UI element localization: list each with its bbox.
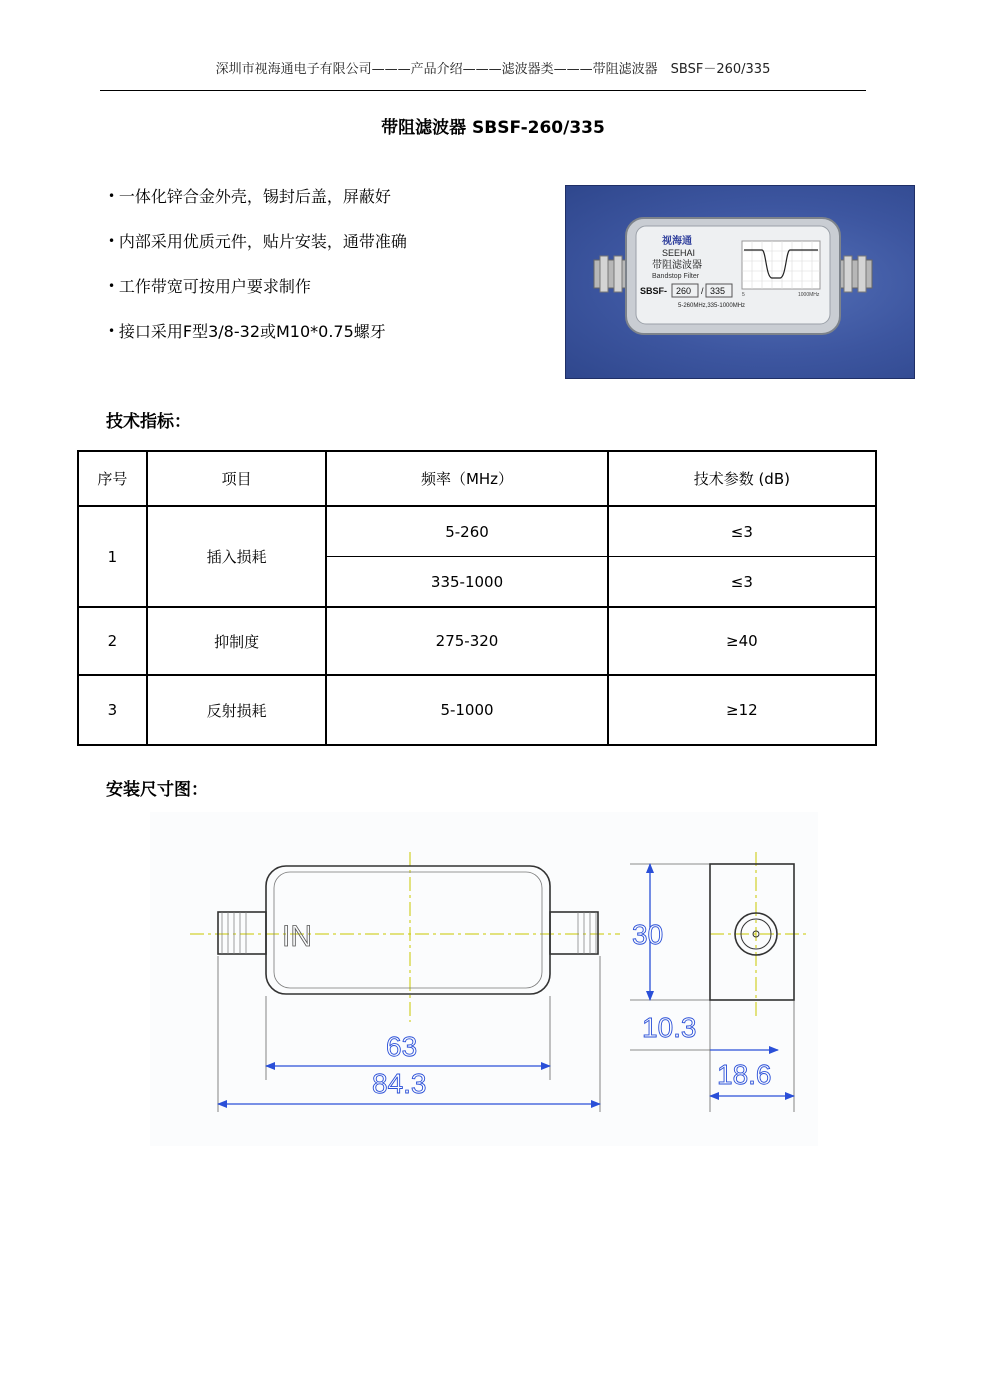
drawing-section-title: 安装尺寸图： <box>106 780 208 800</box>
model-b: 335 <box>710 286 726 296</box>
cell-no: 1 <box>78 506 147 607</box>
cell-item: 抑制度 <box>147 607 327 675</box>
front-view <box>218 866 598 994</box>
port-label: IN <box>282 920 312 953</box>
cell-parameter: ≥40 <box>608 607 876 675</box>
feature-list <box>108 182 407 362</box>
graph-x-end: 1000MHz <box>798 292 820 298</box>
table-header-row <box>78 451 876 506</box>
feature-item: • 内部采用优质元件，贴片安装，通带准确 <box>108 227 407 272</box>
feature-item: • 一体化锌合金外壳，锡封后盖，屏蔽好 <box>108 182 407 227</box>
cell-no: 3 <box>78 675 147 745</box>
dimension-drawing-svg <box>150 812 818 1146</box>
dim-total-length: 84.3 <box>372 1068 427 1099</box>
feature-item: • 接口采用F型3/8-32或M10*0.75螺牙 <box>108 317 407 362</box>
product-name-en: Bandstop Filter <box>652 273 700 280</box>
cell-parameter: ≥12 <box>608 675 876 745</box>
graph-x-start: 5 <box>742 292 745 298</box>
product-photo <box>565 185 915 379</box>
header-no: 序号 <box>78 451 147 506</box>
spec-table <box>77 450 877 746</box>
right-connector <box>838 256 872 292</box>
feature-item: • 工作带宽可按用户要求制作 <box>108 272 407 317</box>
brand-cn: 视海通 <box>662 236 692 247</box>
header-item: 项目 <box>147 451 327 506</box>
dim-body-length: 63 <box>386 1031 418 1062</box>
header-divider <box>100 90 866 91</box>
dimension-drawing <box>150 812 818 1146</box>
cell-item: 反射损耗 <box>147 675 327 745</box>
table-row <box>78 675 876 745</box>
table-row <box>78 506 876 557</box>
spec-section-title: 技术指标： <box>106 412 191 432</box>
cell-frequency: 5-1000 <box>326 675 607 745</box>
cell-parameter: ≤3 <box>608 506 876 557</box>
cell-frequency: 5-260 <box>326 506 607 557</box>
header-frequency: 频率（MHz） <box>326 451 607 506</box>
model-sep: / <box>701 286 704 296</box>
product-photo-svg <box>566 186 914 378</box>
cell-frequency: 275-320 <box>326 607 607 675</box>
side-view <box>710 864 794 1000</box>
product-name-cn: 带阻滤波器 <box>652 260 702 271</box>
model-prefix: SBSF- <box>640 286 667 296</box>
header-parameter: 技术参数 (dB) <box>608 451 876 506</box>
cell-frequency: 335-1000 <box>326 557 607 608</box>
model-a: 260 <box>676 286 692 296</box>
table-row <box>78 607 876 675</box>
freq-range-text: 5-260MHz,335-1000MHz <box>678 303 746 309</box>
left-connector <box>594 256 628 292</box>
dimension-lines <box>218 864 794 1104</box>
cell-parameter: ≤3 <box>608 557 876 608</box>
page-header: 深圳市视海通电子有限公司———产品介绍———滤波器类———带阻滤波器 SBSF－260/335 <box>215 62 771 77</box>
cell-no: 2 <box>78 607 147 675</box>
cell-item: 插入损耗 <box>147 506 327 607</box>
page-title: 带阻滤波器 SBSF-260/335 <box>381 118 605 138</box>
dim-height: 30 <box>632 919 664 950</box>
dim-depth: 18.6 <box>717 1059 772 1090</box>
response-graph <box>742 241 820 298</box>
dim-offset: 10.3 <box>642 1012 697 1043</box>
brand-en: SEEHAI <box>662 248 696 258</box>
